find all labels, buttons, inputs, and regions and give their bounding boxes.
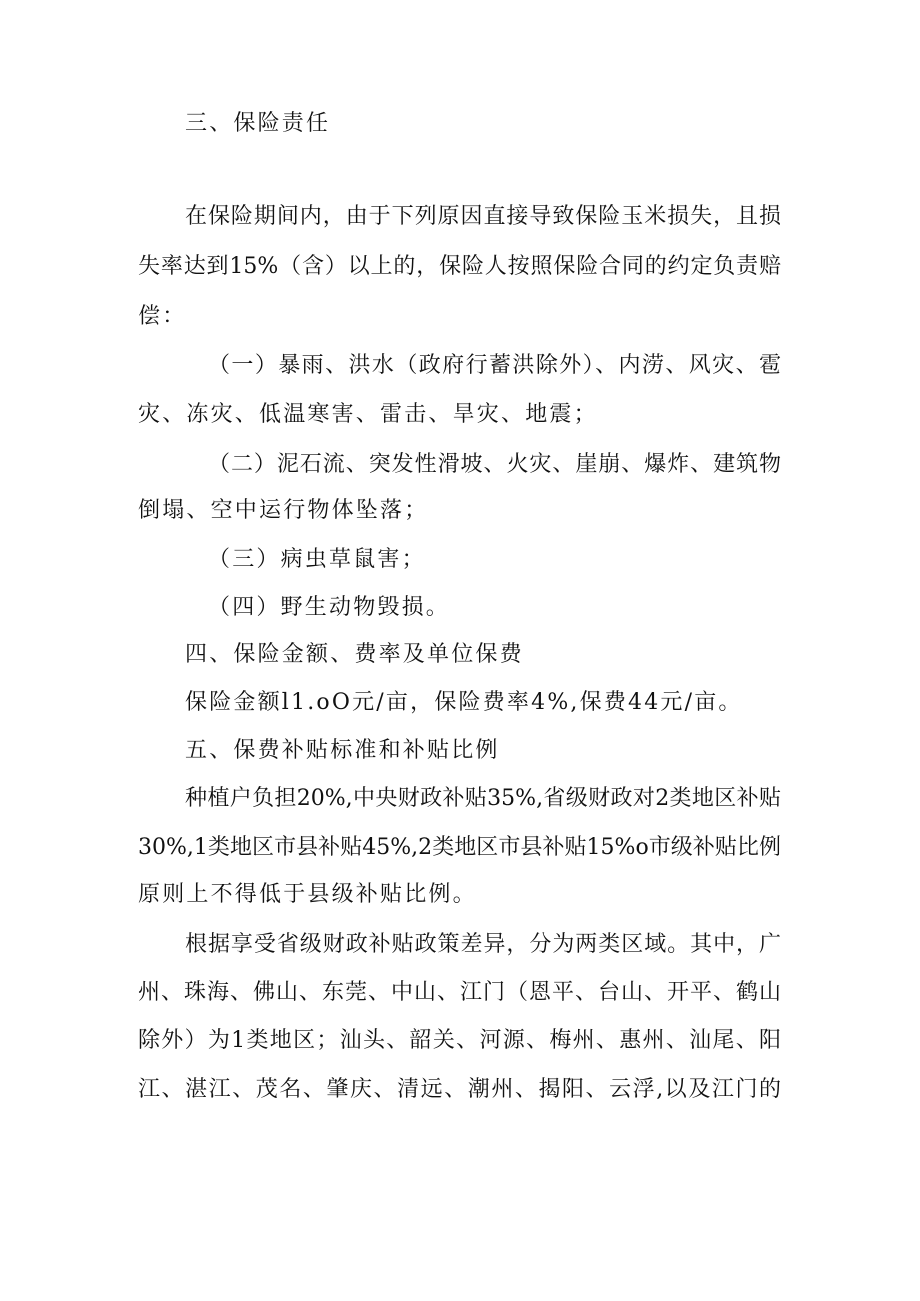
section-heading-liability: 三、保险责任 [185, 111, 331, 136]
paragraph-line: 除外）为1类地区；汕头、韶关、河源、梅州、惠州、汕尾、阳 [138, 1028, 781, 1053]
list-item-continuation: 倒塌、空中运行物体坠落； [138, 498, 429, 523]
paragraph-line: 州、珠海、佛山、东莞、中山、江门（恩平、台山、开平、鹤山 [138, 980, 781, 1005]
list-item: （三）病虫草鼠害； [208, 547, 426, 572]
paragraph-line: 根据享受省级财政补贴政策差异，分为两类区域。其中，广 [185, 932, 781, 957]
list-item-continuation: 灾、冻灾、低温寒害、雷击、旱灾、地震； [138, 402, 598, 427]
paragraph-line: 失率达到15%（含）以上的，保险人按照保险合同的约定负责赔 [138, 254, 781, 279]
section-heading-subsidy: 五、保费补贴标准和补贴比例 [185, 738, 500, 763]
list-item: （二）泥石流、突发性滑坡、火灾、崖崩、爆炸、建筑物 [208, 452, 781, 477]
paragraph-line: 在保险期间内，由于下列原因直接导致保险玉米损失，且损 [185, 204, 781, 229]
paragraph-line: 保险金额l1.oO元/亩，保险费率4%,保费44元/亩。 [185, 690, 743, 715]
paragraph-line: 30%,1类地区市县补贴45%,2类地区市县补贴15%o市级补贴比例 [138, 835, 781, 860]
list-item: （四）野生动物毁损。 [208, 595, 451, 620]
paragraph-line: 江、湛江、茂名、肇庆、清远、潮州、揭阳、云浮,以及江门的 [138, 1077, 781, 1102]
paragraph-line: 种植户负担20%,中央财政补贴35%,省级财政对2类地区补贴 [185, 786, 781, 811]
section-heading-amount: 四、保险金额、费率及单位保费 [185, 642, 524, 667]
paragraph-line: 原则上不得低于县级补贴比例。 [138, 882, 477, 907]
list-item: （一）暴雨、洪水（政府行蓄洪除外）、内涝、风灾、雹 [208, 353, 781, 378]
paragraph-line: 偿： [138, 304, 187, 329]
